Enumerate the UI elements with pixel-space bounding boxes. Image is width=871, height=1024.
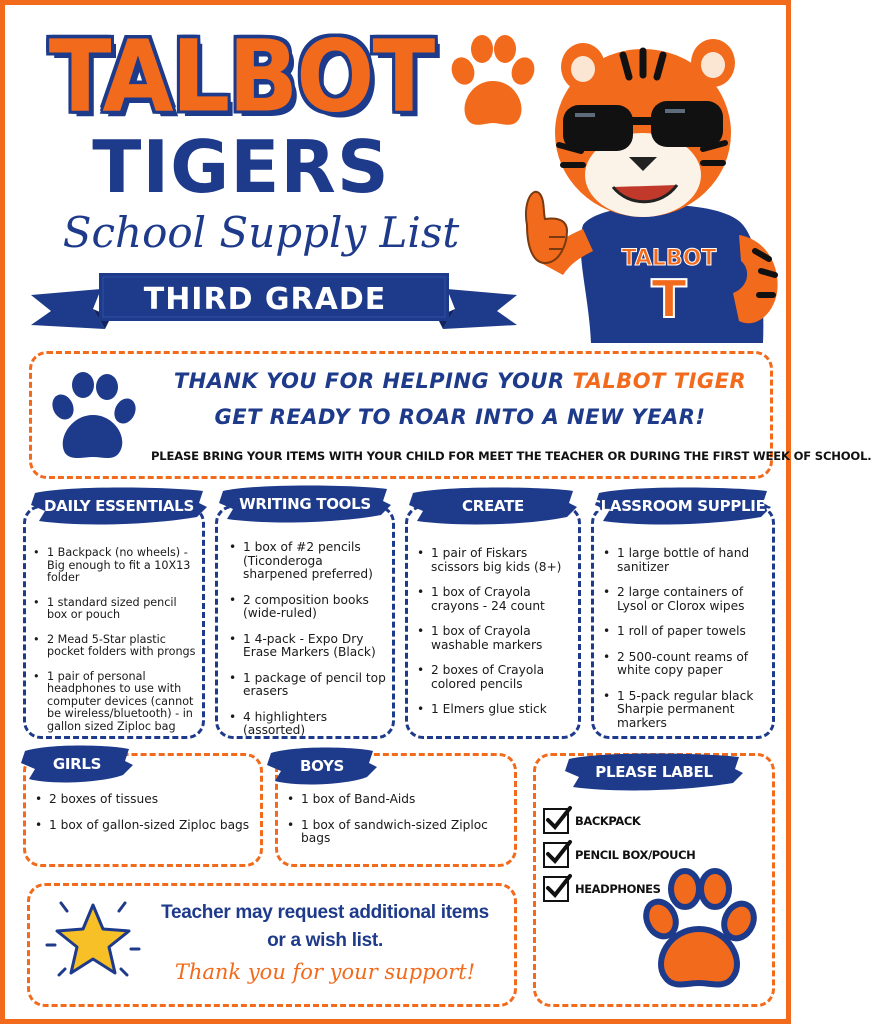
check-icon (543, 808, 569, 834)
list-item: • 1 package of pencil top erasers (227, 672, 387, 699)
list-item: • 1 5-pack regular black Sharpie permanent markers (601, 690, 767, 731)
check-icon (543, 876, 569, 902)
list-item: • 1 box of sandwich-sized Ziploc bags (285, 819, 509, 846)
list-item: • 1 4-pack - Expo Dry Erase Markers (Black) (227, 633, 387, 660)
label-item-pencil-box: PENCIL BOX/POUCH (543, 841, 695, 869)
list-item: • 1 pair of personal headphones to use with computer devices (cannot be wireless/bluetooth) - in gallon sized Ziploc bag (31, 671, 197, 734)
list-item: • 1 box of Crayola washable markers (415, 625, 575, 652)
list-item: • 1 box of #2 pencils (Ticonderoga sharpened preferred) (227, 541, 387, 582)
thanks-line-1: THANK YOU FOR HELPING YOUR TALBOT TIGER (173, 369, 747, 393)
writing-tools-list (227, 541, 387, 750)
star-icon (45, 895, 141, 983)
girls-header: GIRLS (21, 741, 133, 787)
teacher-note-line-2: or a wish list. (267, 930, 383, 951)
list-item: • 1 large bottle of hand sanitizer (601, 547, 767, 574)
list-item: • 2 boxes of tissues (33, 793, 259, 807)
list-item: • 1 box of Band-Aids (285, 793, 509, 807)
please-label-header: PLEASE LABEL (565, 749, 743, 795)
title-tigers: TIGERS (92, 125, 390, 209)
daily-essentials-list (31, 547, 197, 745)
label-item-headphones: HEADPHONES (543, 875, 661, 903)
list-item: • 1 roll of paper towels (601, 625, 767, 639)
list-item: • 2 composition books (wide-ruled) (227, 594, 387, 621)
girls-list (33, 793, 259, 844)
talbot-tiger-highlight: TALBOT TIGER (572, 369, 747, 393)
boys-list (285, 793, 509, 858)
list-item: • 1 Elmers glue stick (415, 703, 575, 717)
paw-icon (49, 373, 137, 463)
subtitle-supply-list: School Supply List (62, 208, 460, 257)
list-item: • 2 500-count reams of white copy paper (601, 651, 767, 678)
instructions-text: PLEASE BRING YOUR ITEMS WITH YOUR CHILD FOR MEET THE TEACHER OR DURING THE FIRST WEEK OF SCHOOL. (151, 449, 871, 463)
create-header: CREATE (409, 483, 577, 529)
thanks-line-2: GET READY TO ROAR INTO A NEW YEAR! (214, 405, 706, 429)
list-item: • 4 highlighters (assorted) (227, 711, 387, 738)
boys-header: BOYS (267, 743, 377, 789)
create-list (415, 547, 575, 729)
list-item: • 1 Backpack (no wheels) - Big enough to fit a 10X13 folder (31, 547, 197, 585)
list-item: • 2 boxes of Crayola colored pencils (415, 664, 575, 691)
list-item: • 1 pair of Fiskars scissors big kids (8+) (415, 547, 575, 574)
thank-you-support: Thank you for your support! (174, 960, 476, 984)
classroom-supplies-header: CLASSROOM SUPPLIES (595, 483, 771, 529)
grade-label: THIRD GRADE (143, 282, 387, 317)
paw-icon (641, 869, 757, 993)
list-item: • 2 Mead 5-Star plastic pocket folders with prongs (31, 634, 197, 659)
daily-essentials-header: DAILY ESSENTIALS (31, 483, 207, 529)
classroom-supplies-list (601, 547, 767, 742)
mascot-shirt-letter: T (651, 270, 687, 330)
title-talbot: TALBOT (48, 18, 434, 135)
label-item-backpack: BACKPACK (543, 807, 640, 835)
list-item: • 1 box of gallon-sized Ziploc bags (33, 819, 259, 833)
tiger-mascot-illustration (519, 25, 789, 343)
mascot-shirt-text: TALBOT (621, 246, 717, 271)
list-item: • 2 large containers of Lysol or Clorox wipes (601, 586, 767, 613)
list-item: • 1 standard sized pencil box or pouch (31, 597, 197, 622)
teacher-note-line-1: Teacher may request additional items (161, 902, 489, 923)
check-icon (543, 842, 569, 868)
writing-tools-header: WRITING TOOLS (219, 481, 391, 527)
list-item: • 1 box of Crayola crayons - 24 count (415, 586, 575, 613)
